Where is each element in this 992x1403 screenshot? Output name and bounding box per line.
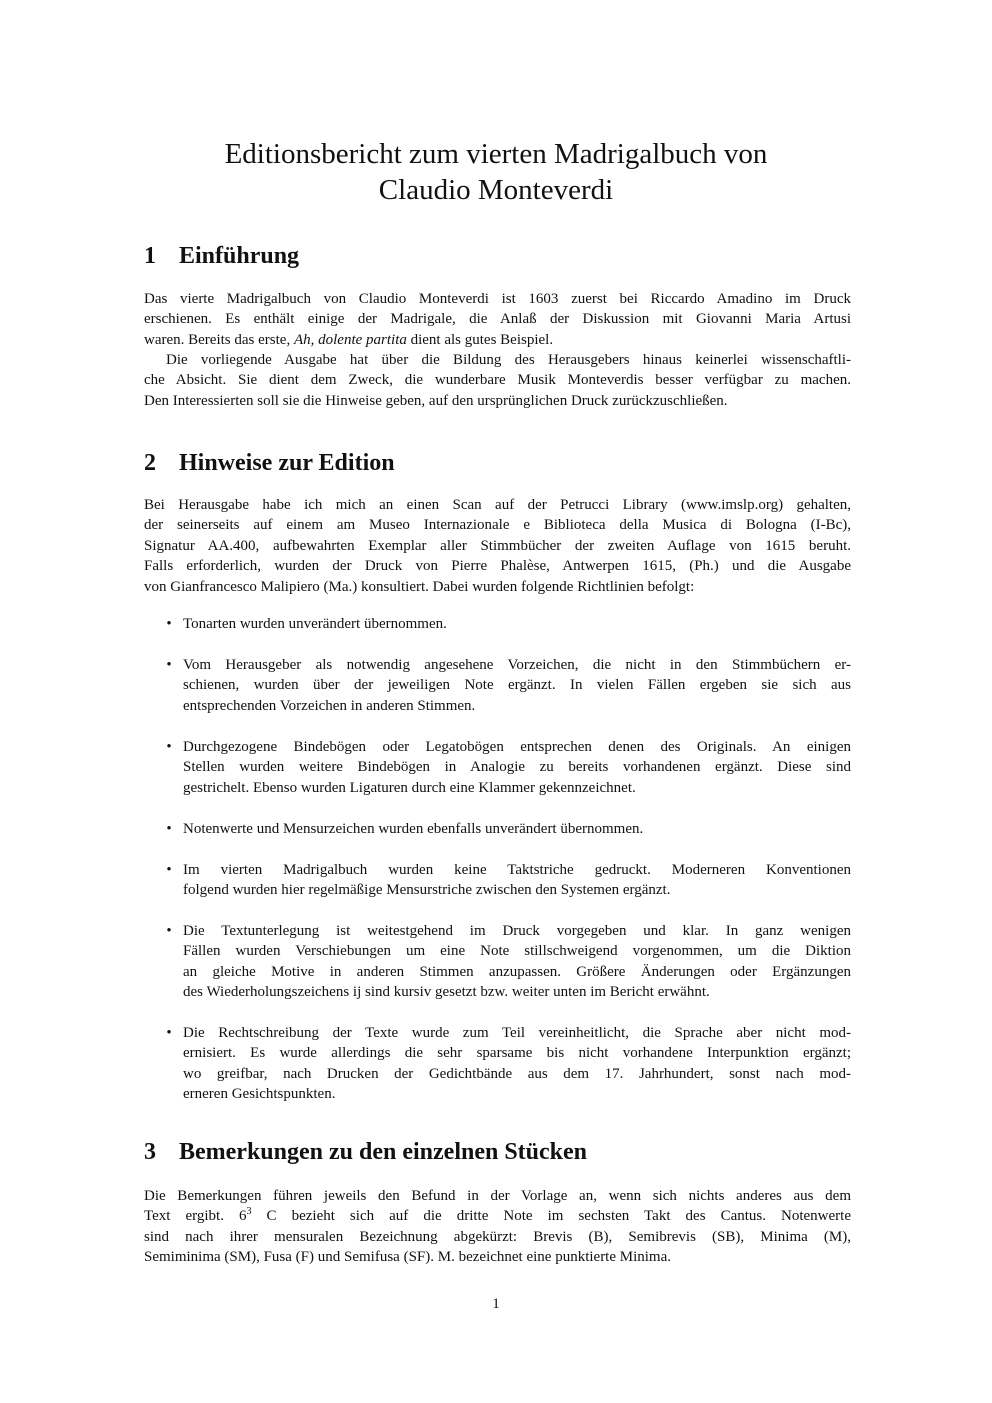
text-line: sind nach ihrer mensuralen Bezeichnung abgekürzt: Brevis (B), Semibrevis (SB), Minima (M), [144,1228,851,1245]
text-line: ernisiert. Es wurde allerdings die sehr sparsame bis nicht vorhandene Interpunktion ergänzt; [183,1045,851,1062]
superscript: 3 [246,1206,252,1218]
text-line: folgend wurden hier regelmäßige Mensurstriche zwischen den Systemen ergänzt. [183,882,671,899]
section-heading-2 [144,448,395,478]
text-line: Den Interessierten soll sie die Hinweise geben, auf den ursprünglichen Druck zurückzuschließen. [144,392,728,409]
title-line: Editionsbericht zum vierten Madrigalbuch von [224,138,768,170]
bullet-icon: • [166,862,172,878]
text-line: Vom Herausgeber als notwendig angesehene Vorzeichen, die nicht in den Stimmbüchern er- [183,657,851,673]
section-title: Hinweise zur Edition [179,450,395,476]
text-line: erschienen. Es enthält einige der Madrigale, die Anlaß der Diskussion mit Giovanni Maria Artusi [144,311,851,328]
section-number: 1 [144,243,156,269]
text-span: waren. Bereits das erste, [144,331,294,348]
section-number: 2 [144,450,156,476]
text-line: Im vierten Madrigalbuch wurden keine Taktstriche gedruckt. Moderneren Konventionen [183,862,851,878]
text-line: von Gianfrancesco Malipiero (Ma.) konsultiert. Dabei wurden folgende Richtlinien befolgt: [144,578,695,595]
text-line: Die Bemerkungen führen jeweils den Befund in der Vorlage an, wenn sich nichts anderes aus dem [144,1188,851,1204]
text-line: Die Textunterlegung ist weitestgehend im Druck vorgegeben und klar. In ganz wenigen [183,923,851,939]
text-line: Signatur AA.400, aufbewahrten Exemplar aller Stimmbücher der zweiten Auflage von 1615 beruht. [144,537,851,554]
title-line: Claudio Monteverdi [378,174,614,206]
bullet-icon: • [166,1025,172,1041]
text-line: an gleiche Motive in anderen Stimmen anzupassen. Größere Änderungen oder Ergänzungen [183,963,851,980]
document-title [120,136,872,208]
bullet-icon: • [166,739,172,755]
text-line: Semiminima (SM), Fusa (F) und Semifusa (SF). M. bezeichnet eine punktierte Minima. [144,1249,672,1266]
text-line: des Wiederholungszeichens ij sind kursiv gesetzt bzw. weiter unten im Bericht erwähnt. [183,984,710,1001]
text-line: Notenwerte und Mensurzeichen wurden ebenfalls unverändert übernommen. [183,821,644,837]
text-span: Text ergibt. 6 [144,1208,247,1225]
text-line: Bei Herausgabe habe ich mich an einen Scan auf der Petrucci Library (www.imslp.org) gehalten, [144,497,851,513]
text-line: Falls erforderlich, wurden der Druck von Pierre Phalèse, Antwerpen 1615, (Ph.) und die Ausgabe [144,558,851,575]
section-number: 3 [144,1139,156,1165]
text-line [144,330,851,350]
bullet-icon: • [166,923,172,939]
text-line: Stellen wurden weitere Bindebögen in Analogie zu bereits vorhandenen ergänzt. Diese sind [183,759,851,776]
text-line: Die Rechtschreibung der Texte wurde zum Teil vereinheitlicht, die Sprache aber nicht mod- [183,1025,851,1041]
section-heading-3 [144,1137,587,1167]
section-title: Bemerkungen zu den einzelnen Stücken [179,1139,588,1165]
bullet-icon: • [166,657,172,673]
text-line: erneren Gesichtspunkten. [183,1086,336,1103]
text-line: che Absicht. Sie dient dem Zweck, die wunderbare Musik Monteverdis besser verfügbar zu machen. [144,372,851,389]
section-title: Einführung [179,243,300,269]
paragraph [144,495,851,597]
text-line: Tonarten wurden unverändert übernommen. [183,616,447,632]
text-span: dient als gutes Beispiel. [406,331,554,348]
text-line: der seinerseits auf einem am Museo Internazionale e Biblioteca della Musica di Bologna (I-Bc), [144,517,851,534]
bullet-icon: • [166,616,172,632]
text-line: Das vierte Madrigalbuch von Claudio Monteverdi ist 1603 zuerst bei Riccardo Amadino im Druck [144,291,851,307]
text-line: wo greifbar, nach Drucken der Gedichtbände aus dem 17. Jahrhundert, sonst nach mod- [183,1065,851,1082]
paragraph [144,289,851,350]
paragraph [144,350,851,411]
text-line: schienen, wurden über der jeweiligen Note ergänzt. In vielen Fällen ergeben sie sich aus [183,677,851,694]
italic-title: Ah, dolente partita [293,331,407,348]
text-line [144,1206,851,1226]
paragraph [144,1186,851,1268]
bullet-icon: • [166,821,172,837]
text-line: Durchgezogene Bindebögen oder Legatobögen entsprechen denen des Originals. An einigen [183,739,851,755]
text-line: entsprechenden Vorzeichen in anderen Stimmen. [183,697,476,714]
page-number: 1 [492,1296,500,1312]
text-line: Fällen wurden Verschiebungen um eine Note stillschweigend vorgenommen, um die Diktion [183,943,851,960]
text-line: gestrichelt. Ebenso wurden Ligaturen durch eine Klammer gekennzeichnet. [183,779,636,796]
section-heading-1 [144,241,299,271]
text-line: Die vorliegende Ausgabe hat über die Bildung des Herausgebers hinaus keinerlei wissenschaftli- [166,352,851,368]
text-span: C bezieht sich auf die dritte Note im sechsten Takt des Cantus. Notenwerte [251,1208,851,1225]
